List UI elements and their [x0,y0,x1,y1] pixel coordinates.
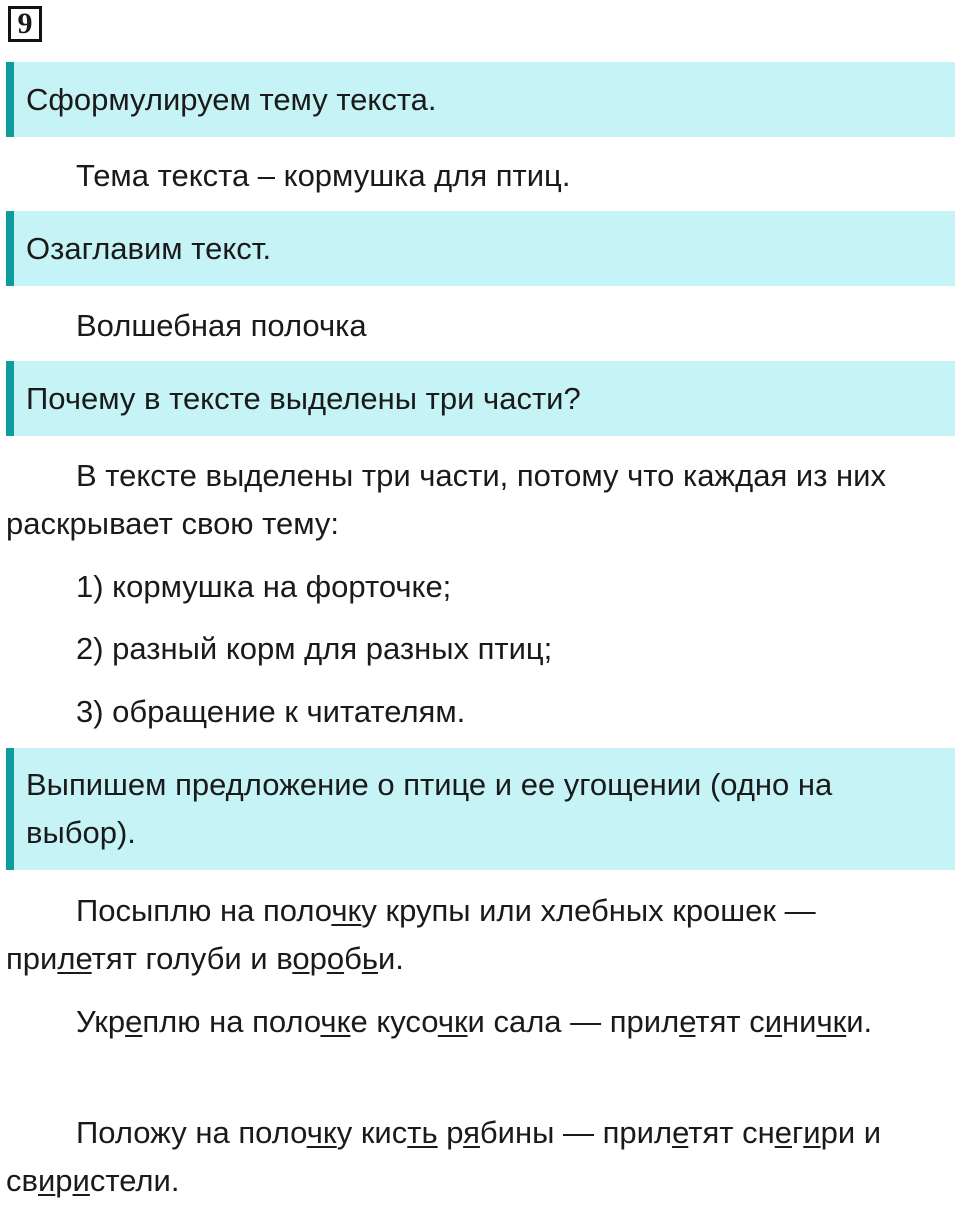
sentence-3: Положу на полочку кисть рябины — прилетят снегири и свиристели. [6,1115,882,1198]
task-number: 9 [8,6,42,42]
list-item: 3) обращение к читателям. [76,694,466,729]
answer-parts: В тексте выделены три части, потому что каждая из них раскрывает свою тему: [6,458,886,541]
question-sentence [6,748,955,870]
question-title-text: Озаглавим текст. [26,230,272,266]
answer-topic: Тема текста – кормушка для птиц. [76,158,571,193]
question-title [6,211,955,286]
list-item: 2) разный корм для разных птиц; [76,631,553,666]
question-sentence-text: Выпишем предложение о птице и ее угощении (одно на выбор). [26,767,833,850]
list-item: 1) кормушка на форточке; [76,569,452,604]
sentence-2: Укреплю на полочке кусочки сала — прилетят синички. [76,1004,873,1039]
question-topic [6,62,955,137]
question-parts-text: Почему в тексте выделены три части? [26,380,581,416]
question-topic-text: Сформулируем тему текста. [26,81,437,117]
question-parts [6,361,955,436]
sentence-1: Посыплю на полочку крупы или хлебных крошек — прилетят голуби и воробьи. [6,893,816,976]
answer-title: Волшебная полочка [76,308,367,343]
